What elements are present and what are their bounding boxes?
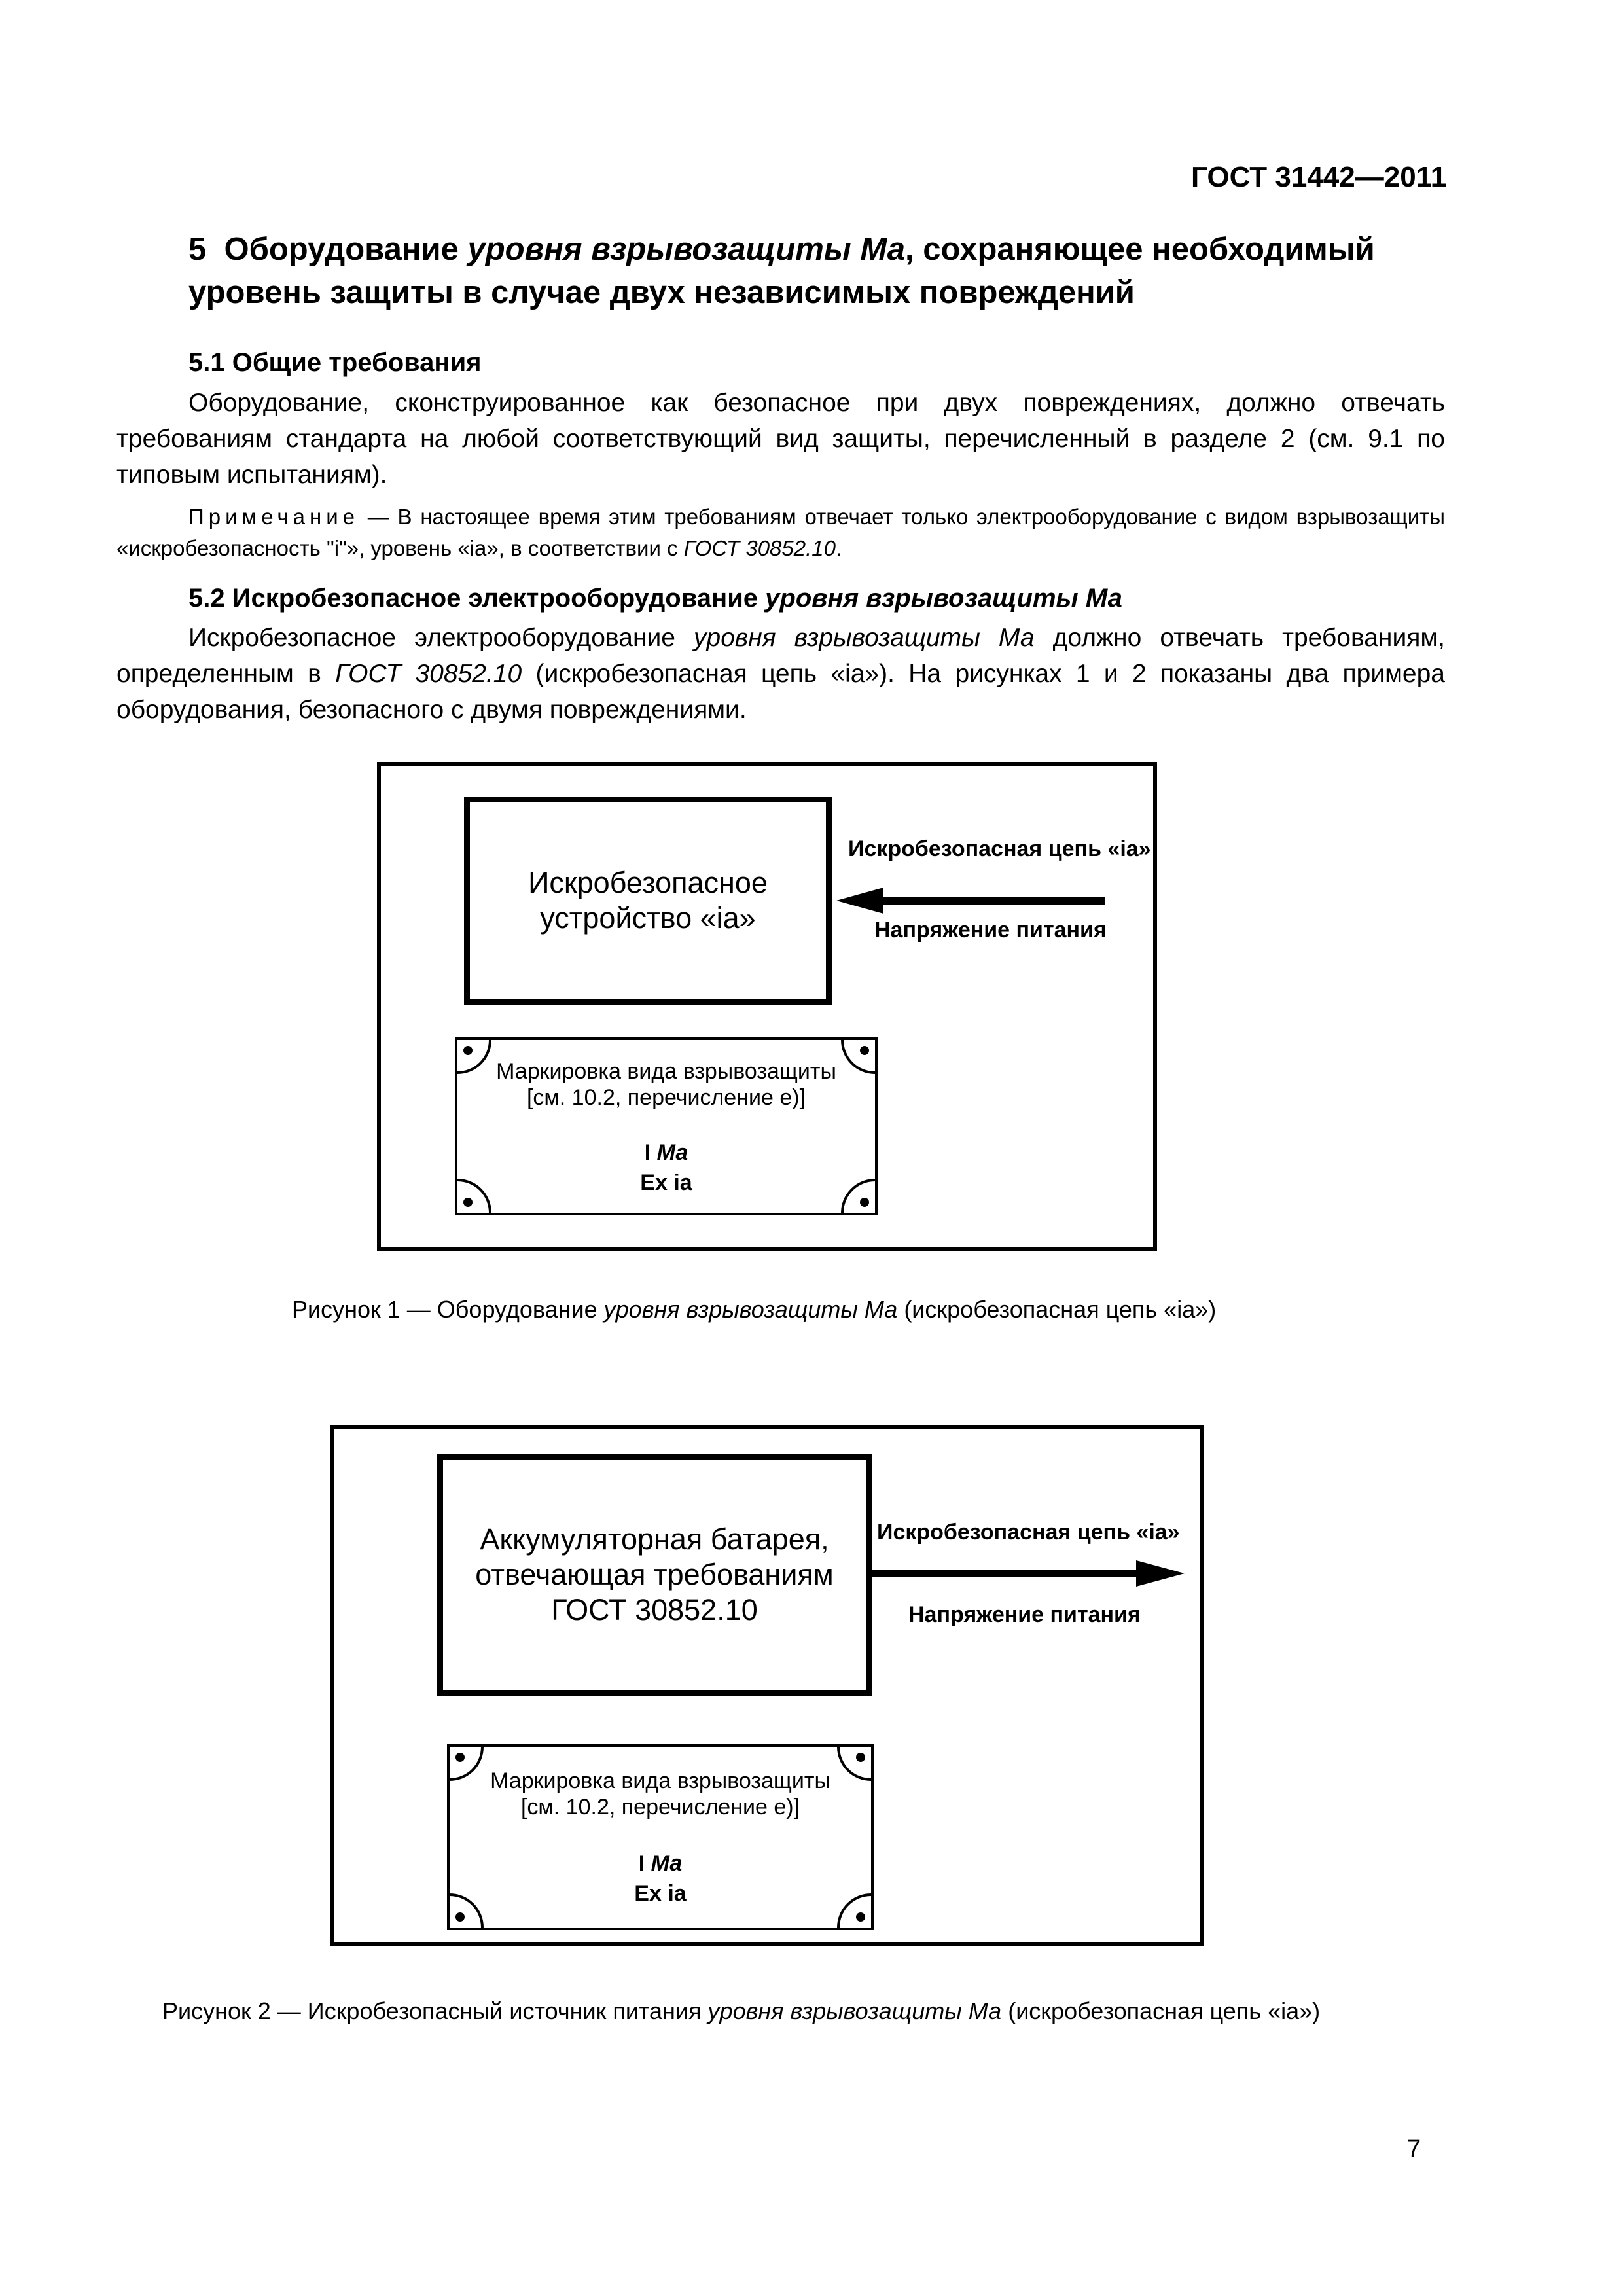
section-title-italic: уровня взрывозащиты Ма xyxy=(467,232,905,267)
section-number: 5 xyxy=(188,232,207,267)
plate-mark-level xyxy=(450,1849,871,1878)
device-line: отвечающая требованиям xyxy=(475,1558,834,1591)
plate-mark-level xyxy=(457,1138,875,1168)
figure-2-voltage-label: Напряжение питания xyxy=(908,1602,1141,1627)
subsection-5-1-heading: 5.1 Общие требования xyxy=(188,348,482,377)
para-text: (искробезопасная цепь «ia»). На рисунках 1 и 2 показаны два примера оборудования, безопасного с двумя повреждениями. xyxy=(116,660,1445,724)
figure-1-device-label xyxy=(528,865,768,936)
note-label: Примечание xyxy=(188,505,360,529)
caption-italic: уровня взрывозащиты Ма xyxy=(603,1296,898,1323)
figure-1-marking-plate xyxy=(455,1037,878,1215)
device-line: Аккумуляторная батарея, xyxy=(480,1522,829,1556)
figure-2-marking-plate xyxy=(447,1744,874,1930)
note-reference: ГОСТ 30852.10 xyxy=(683,536,836,560)
figure-2-caption xyxy=(162,1998,1320,2025)
plate-title: Маркировка вида взрывозащиты xyxy=(496,1059,836,1084)
mark-level: Ма xyxy=(656,1140,688,1165)
section-title-part: , сохраняющее необходимый уровень защиты в случае двух независимых повреждений xyxy=(188,232,1375,310)
subsection-5-1-paragraph: Оборудование, сконструированное как безопасное при двух повреждениях, должно отвечать требованиям стандарта на любой соответствующий вид защиты, перечисленный в разделе 2 (см. 9.1 по типовым испытаниям). xyxy=(116,389,1445,489)
mark-group: I xyxy=(638,1851,651,1876)
mark-level: Ма xyxy=(651,1851,683,1876)
note-text: . xyxy=(836,536,842,560)
figure-2-device-label xyxy=(475,1522,833,1628)
caption-italic: уровня взрывозащиты Ма xyxy=(707,1998,1002,2024)
plate-reference: [см. 10.2, перечисление е)] xyxy=(520,1795,800,1820)
figure-1-device-box xyxy=(464,797,832,1005)
caption-text: (искробезопасная цепь «ia») xyxy=(1001,1998,1321,2024)
page-number: 7 xyxy=(1407,2135,1421,2162)
para-reference: ГОСТ 30852.10 xyxy=(335,660,522,688)
caption-text: (искробезопасная цепь «ia») xyxy=(897,1296,1217,1323)
para-text: должно отвечать требованиям, определенным в xyxy=(116,624,1446,688)
heading-text: 5.2 Искробезопасное электрооборудование xyxy=(188,584,766,613)
figure-1-arrow-left-icon xyxy=(836,888,1111,914)
subsection-5-2-heading xyxy=(188,584,1122,613)
section-title-part: Оборудование xyxy=(224,232,468,267)
figure-2-circuit-label: Искробезопасная цепь «ia» xyxy=(877,1520,1180,1545)
figure-1-caption xyxy=(292,1296,1216,1323)
para-italic: уровня взрывозащиты Ма xyxy=(694,624,1035,652)
plate-mark-type: Ex ia xyxy=(640,1170,692,1195)
subsection-5-2-paragraph xyxy=(116,620,1445,728)
standard-number: ГОСТ 31442—2011 xyxy=(1191,161,1447,193)
para-text: Искробезопасное электрооборудование xyxy=(188,624,694,652)
device-line: ГОСТ 30852.10 xyxy=(551,1593,758,1626)
caption-text: Рисунок 2 — Искробезопасный источник питания xyxy=(162,1998,708,2024)
mark-group: I xyxy=(644,1140,657,1165)
figure-2-device-box xyxy=(437,1454,872,1696)
section-title xyxy=(188,228,1445,314)
plate-title: Маркировка вида взрывозащиты xyxy=(490,1768,830,1793)
plate-mark-type: Ex ia xyxy=(634,1881,687,1906)
heading-italic: уровня взрывозащиты Ма xyxy=(765,584,1122,613)
device-line: Искробезопасное xyxy=(528,866,768,899)
caption-text: Рисунок 1 — Оборудование xyxy=(292,1296,604,1323)
plate-reference: [см. 10.2, перечисление е)] xyxy=(526,1085,806,1110)
note-text: — В настоящее время этим требованиям отвечает только электрооборудование с видом взрывозащиты «искробезопасность "i"», уровень «ia», в соответствии с xyxy=(116,505,1445,560)
figure-1-voltage-label: Напряжение питания xyxy=(874,918,1107,942)
figure-1-circuit-label: Искробезопасная цепь «ia» xyxy=(848,836,1151,861)
device-line: устройство «ia» xyxy=(540,901,756,935)
note xyxy=(116,501,1445,564)
figure-2-arrow-right-icon xyxy=(870,1560,1185,1587)
